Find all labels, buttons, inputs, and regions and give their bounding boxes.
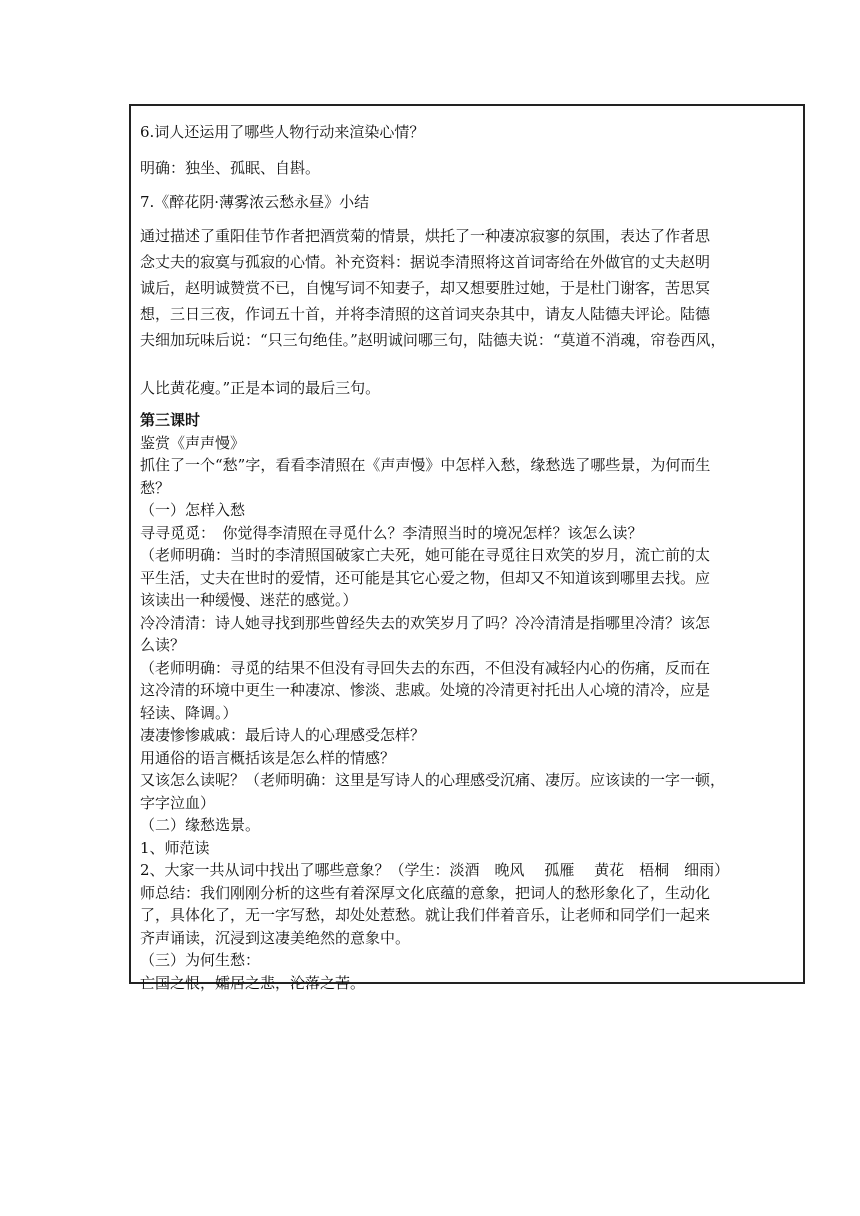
text-line: （一）怎样入愁 <box>140 501 246 519</box>
summary-line: 人比黄花瘦。”正是本词的最后三句。 <box>140 379 381 397</box>
text-line: 师总结：我们刚刚分析的这些有着深厚文化底蕴的意象，把词人的愁形象化了，生动化 <box>140 883 711 902</box>
text-line: 抓住了一个“愁”字，看看李清照在《声声慢》中怎样入愁，缘愁选了哪些景，为何而生 <box>140 456 711 474</box>
summary-paragraph <box>140 223 792 401</box>
text-line: （三）为何生愁： <box>140 951 261 969</box>
text-line: 平生活，丈夫在世时的爱情，还可能是其它心爱之物，但却又不知道该到哪里去找。应 <box>140 568 711 587</box>
text-line: 该读出一种缓慢、迷茫的感觉。） <box>140 591 358 609</box>
text-line: 用通俗的语言概括该是怎么样的情感？ <box>140 748 396 767</box>
text-line: （老师明确：寻觅的结果不但没有寻回失去的东西，不但没有减轻内心的伤痛，反而在 <box>140 658 711 677</box>
third-lesson-heading: 第三课时 <box>140 411 201 429</box>
text-line: 齐声诵读，沉浸到这凄美绝然的意象中。 <box>140 928 411 947</box>
question-6-answer: 明确：独坐、孤眠、自斟。 <box>140 159 321 177</box>
summary-line: 想，三日三夜，作词五十首，并将李清照的这首词夹杂其中，请友人陆德夫评论。陆德 <box>140 305 711 323</box>
text-line: 字字泣血） <box>140 793 216 812</box>
summary-line: 念丈夫的寂寞与孤寂的心情。补充资料：据说李清照将这首词寄给在外做官的丈夫赵明 <box>140 253 711 271</box>
text-line: 寻寻觅觅： 你觉得李清照在寻觅什么？李清照当时的境况怎样？该怎么读？ <box>140 523 643 542</box>
text-line: 1、师范读 <box>140 838 210 857</box>
text-line: 么读？ <box>140 636 186 654</box>
text-line: 鉴赏《声声慢》 <box>140 433 246 452</box>
third-lesson-section <box>140 409 792 994</box>
text-line: 愁？ <box>140 478 171 497</box>
question-6: 6.词人还运用了哪些人物行动来渲染心情？ <box>140 123 425 141</box>
text-line: 2、大家一共从词中找出了哪些意象？（学生：淡酒 晚风 孤雁 黄花 梧桐 细雨） <box>140 861 730 879</box>
summary-line: 诚后，赵明诚赞赏不已，自愧写词不知妻子，却又想要胜过她，于是杜门谢客，苦思冥 <box>140 279 711 297</box>
text-line: 了，具体化了，无一字写愁，却处处惹愁。就让我们伴着音乐，让老师和同学们一起来 <box>140 906 711 924</box>
text-line: 冷冷清清：诗人她寻找到那些曾经失去的欢笑岁月了吗？冷冷清清是指哪里冷清？该怎 <box>140 613 711 632</box>
text-line: 凄凄惨惨戚戚：最后诗人的心理感受怎样？ <box>140 726 426 744</box>
summary-line: 夫细加玩味后说：“只三句绝佳。”赵明诚问哪三句，陆德夫说：“莫道不消魂，帘卷西风， <box>140 331 726 349</box>
content-table-cell <box>129 104 805 992</box>
lesson-content <box>140 119 792 994</box>
text-line: 轻读、降调。） <box>140 703 238 722</box>
text-line: 这冷清的环境中更生一种凄凉、惨淡、悲戚。处境的冷清更衬托出人心境的清冷，应是 <box>140 681 711 699</box>
section-7-heading: 7.《醉花阴·薄雾浓云愁永昼》小结 <box>140 193 370 211</box>
text-line: 亡国之恨，孀居之悲，沦落之苦。 <box>140 973 366 992</box>
summary-line: 通过描述了重阳佳节作者把酒赏菊的情景，烘托了一种凄凉寂寥的氛围，表达了作者思 <box>140 227 711 245</box>
text-line: （老师明确：当时的李清照国破家亡夫死，她可能在寻觅往日欢笑的岁月，流亡前的太 <box>140 546 711 564</box>
text-line: （二）缘愁选景。 <box>140 816 261 834</box>
text-line: 又该怎么读呢？（老师明确：这里是写诗人的心理感受沉痛、凄厉。应该读的一字一顿， <box>140 771 726 789</box>
